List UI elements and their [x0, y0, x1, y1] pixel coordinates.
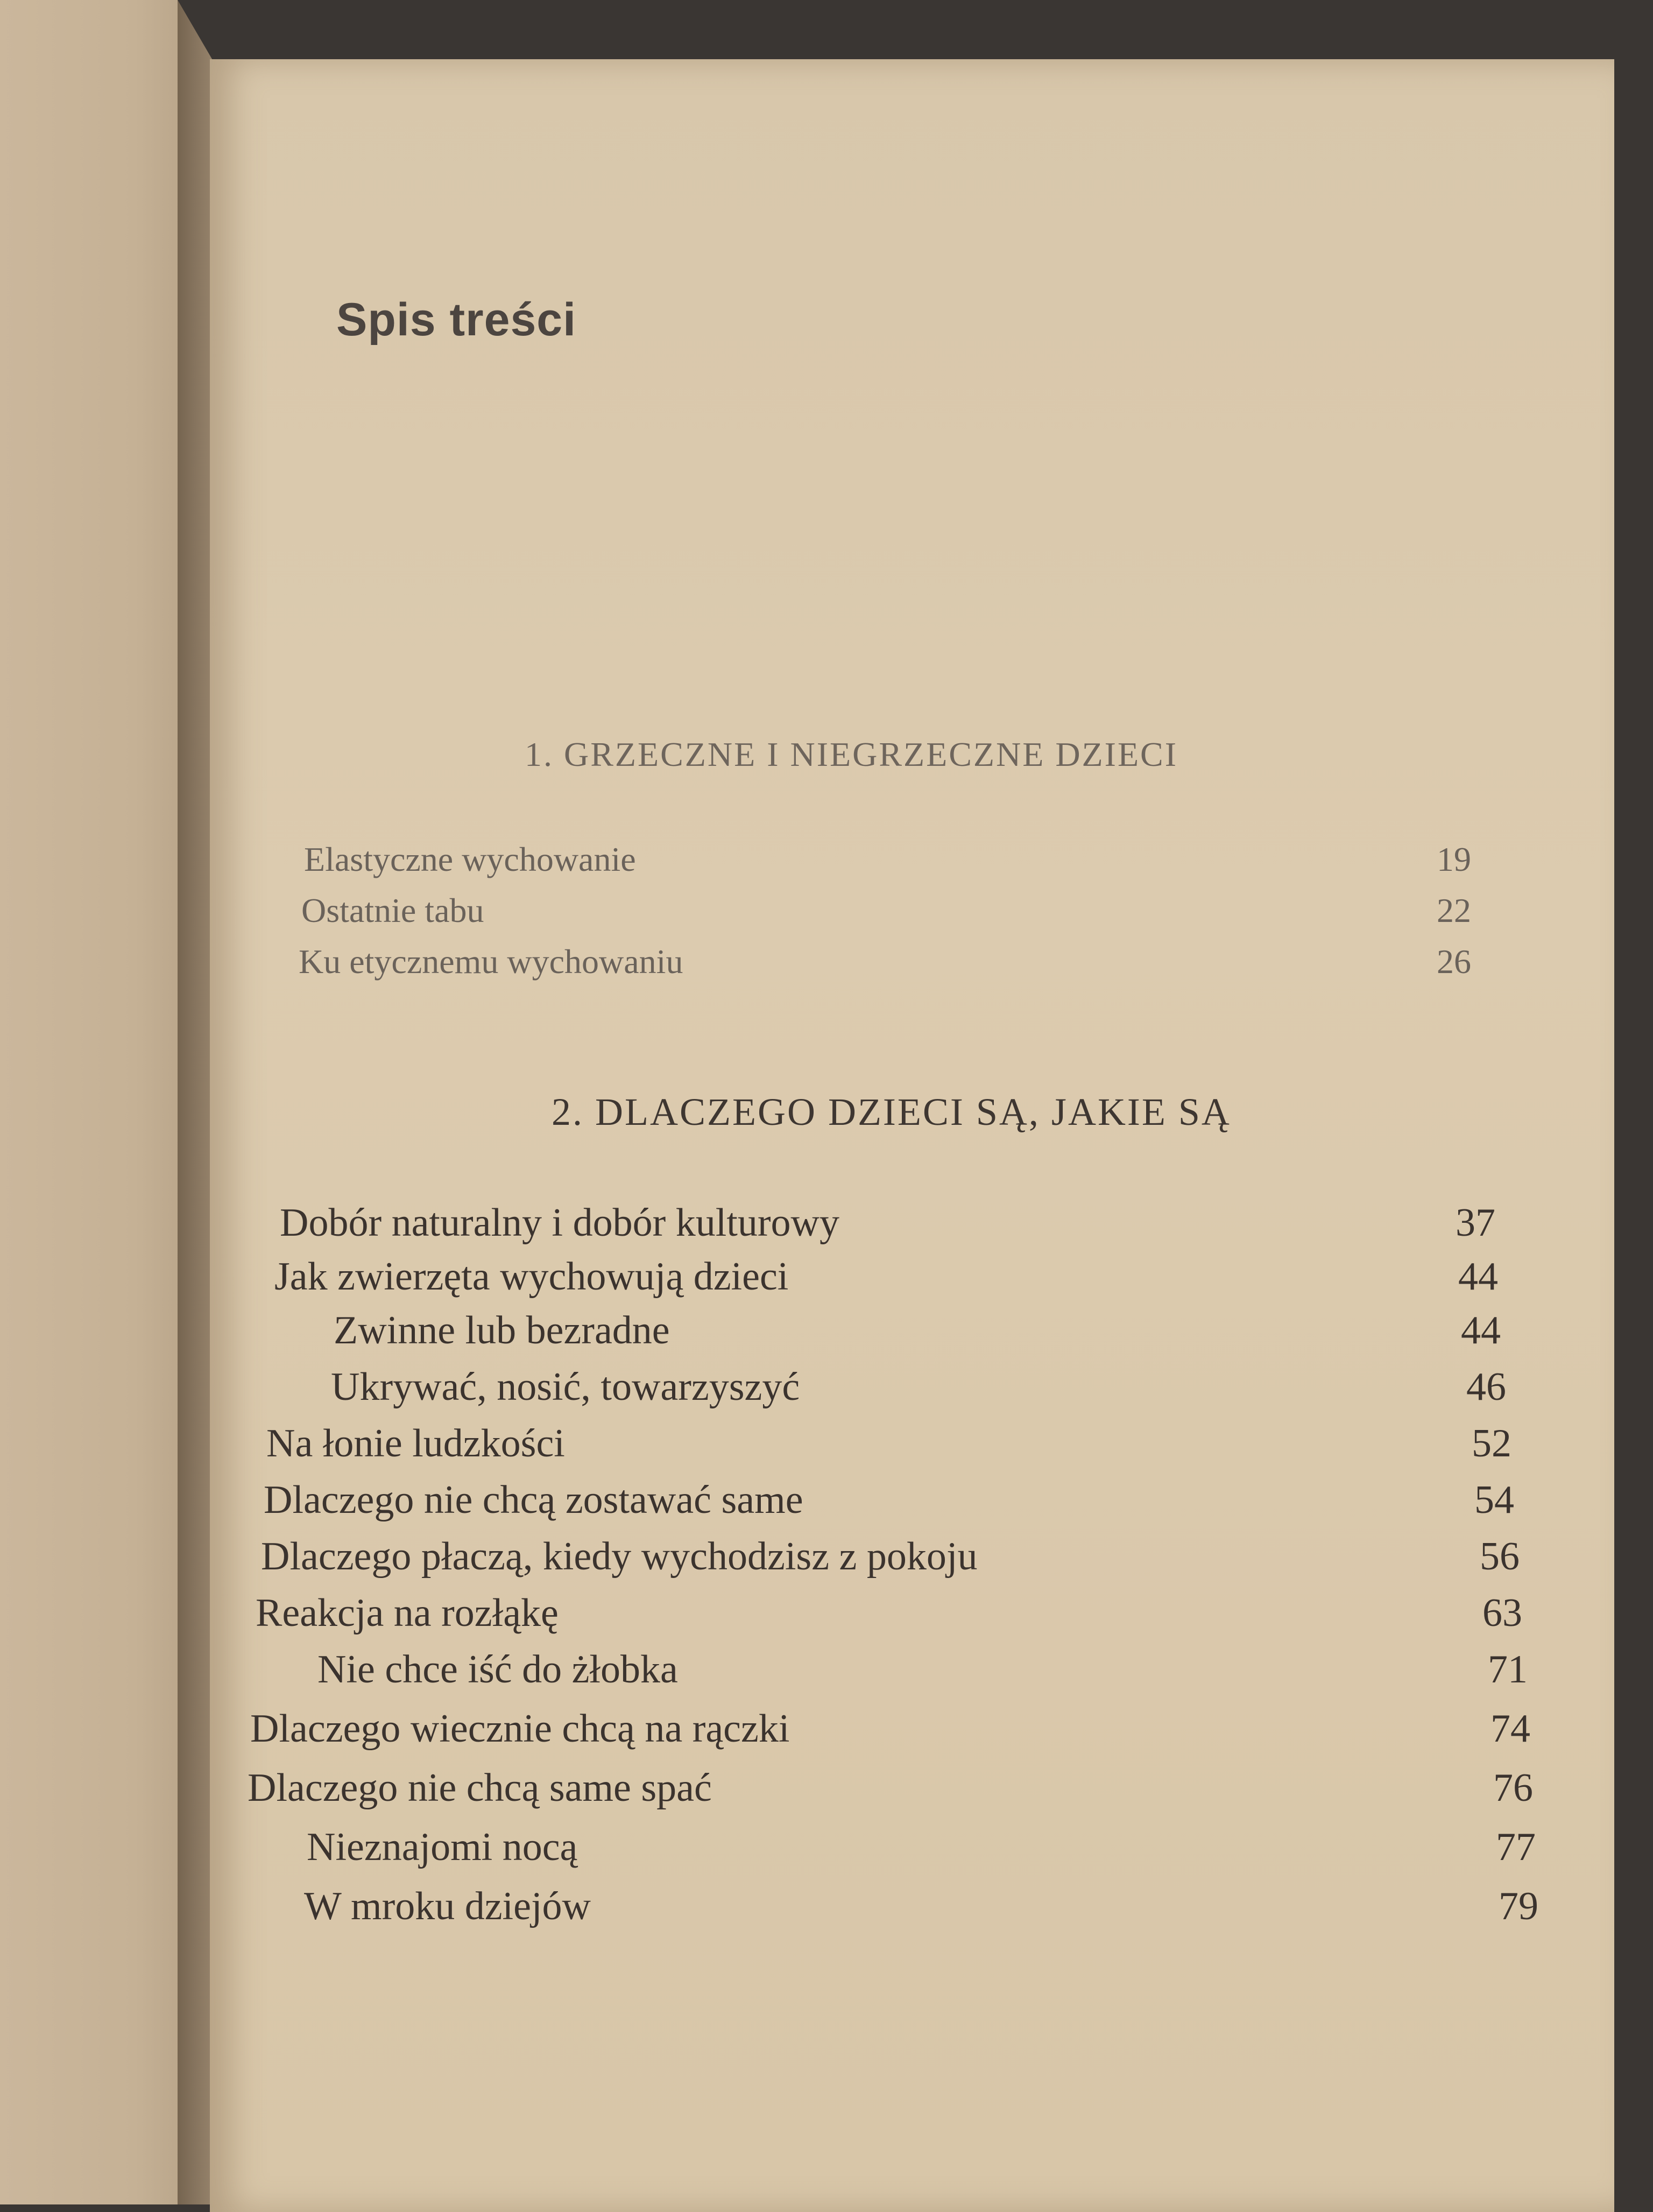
- toc-entry-title: Ku etycznemu wychowaniu: [299, 942, 683, 981]
- toc-entry-title: Nieznajomi nocą: [307, 1825, 578, 1869]
- toc-entry-page: 71: [1488, 1647, 1528, 1692]
- toc-entry-page: 44: [1458, 1255, 1498, 1299]
- page-title: Spis treści: [336, 294, 576, 346]
- toc-entry-page: 26: [1437, 942, 1471, 981]
- toc-entry-page: 77: [1496, 1825, 1536, 1869]
- toc-entry-page: 19: [1437, 840, 1471, 878]
- toc-entry-page: 44: [1461, 1308, 1501, 1352]
- section-2-title: 2. DLACZEGO DZIECI SĄ, JAKIE SĄ: [552, 1090, 1231, 1133]
- section-1-title: 1. GRZECZNE I NIEGRZECZNE DZIECI: [525, 735, 1178, 773]
- toc-entry-title: Jak zwierzęta wychowują dzieci: [274, 1255, 789, 1299]
- toc-entry-title: Ukrywać, nosić, towarzyszyć: [331, 1365, 800, 1409]
- toc-entry-page: 37: [1456, 1201, 1495, 1245]
- toc-entry-page: 79: [1499, 1884, 1538, 1928]
- toc-entry-title: Dlaczego płaczą, kiedy wychodzisz z pokoju: [261, 1534, 978, 1579]
- toc-page: [210, 59, 1614, 2212]
- toc-entry-page: 52: [1472, 1421, 1511, 1466]
- toc-entry-page: 76: [1493, 1766, 1533, 1810]
- toc-entry-title: Dobór naturalny i dobór kulturowy: [280, 1201, 839, 1245]
- toc-entry-page: 74: [1490, 1707, 1530, 1751]
- toc-entry-page: 46: [1466, 1365, 1506, 1409]
- toc-entry-title: Dlaczego wiecznie chcą na rączki: [250, 1707, 790, 1751]
- toc-entry-title: Dlaczego nie chcą zostawać same: [264, 1478, 803, 1522]
- toc-entry-title: Reakcja na rozłąkę: [256, 1591, 559, 1635]
- toc-entry-title: Elastyczne wychowanie: [304, 840, 636, 878]
- toc-entry-title: Dlaczego nie chcą same spać: [248, 1766, 712, 1810]
- toc-entry-title: Ostatnie tabu: [301, 891, 484, 929]
- toc-entry-page: 22: [1437, 891, 1471, 929]
- toc-entry-page: 54: [1474, 1478, 1514, 1522]
- toc-entry-title: Nie chce iść do żłobka: [317, 1647, 678, 1692]
- toc-entry-page: 56: [1480, 1534, 1520, 1579]
- toc-entry-title: Na łonie ludzkości: [266, 1421, 565, 1466]
- toc-entry-title: W mroku dziejów: [304, 1884, 591, 1928]
- toc-entry-title: Zwinne lub bezradne: [334, 1308, 670, 1352]
- toc-entry-page: 63: [1482, 1591, 1522, 1635]
